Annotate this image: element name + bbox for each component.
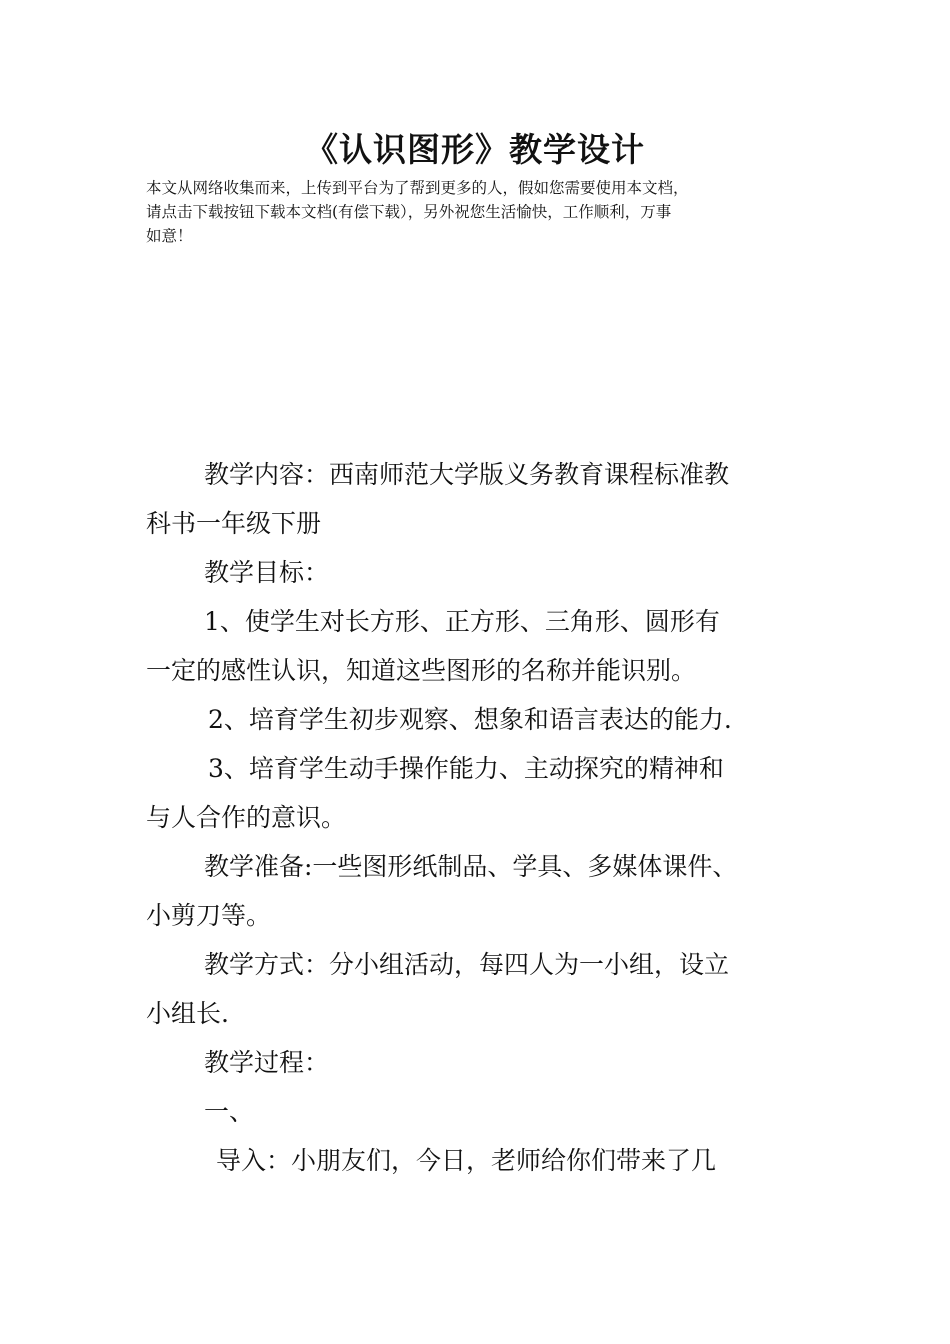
paragraph-line: 教学方式：分小组活动，每四人为一小组，设立	[204, 950, 730, 979]
notice-line: 请点击下载按钮下载本文档(有偿下载），另外祝您生活愉快，工作顺利，万事	[146, 203, 672, 221]
paragraph-line: 3、培育学生动手操作能力、主动探究的精神和	[208, 754, 724, 783]
paragraph-line: 教学过程：	[204, 1048, 330, 1077]
paragraph-line: 与人合作的意识。	[146, 803, 347, 832]
paragraph-line: 1、使学生对长方形、正方形、三角形、圆形有	[204, 607, 720, 636]
paragraph-line: 一定的感性认识，知道这些图形的名称并能识别。	[146, 656, 697, 685]
paragraph-line: 教学准备:一些图形纸制品、学具、多媒体课件、	[204, 852, 738, 881]
paragraph-line: 一、	[204, 1097, 255, 1126]
download-notice	[146, 176, 826, 248]
paragraph-line: 教学目标：	[204, 558, 330, 587]
paragraph-line: 小组长.	[146, 999, 229, 1028]
document-body	[146, 450, 826, 1185]
paragraph-line: 科书一年级下册	[146, 509, 322, 538]
paragraph-line: 小剪刀等。	[146, 901, 272, 930]
paragraph-line: 2、培育学生初步观察、想象和语言表达的能力.	[208, 705, 732, 734]
paragraph-line: 教学内容：西南师范大学版义务教育课程标准教	[204, 460, 730, 489]
notice-line: 如意！	[146, 227, 193, 245]
document-title: 《认识图形》教学设计	[305, 130, 645, 169]
paragraph-line: 导入：小朋友们，今日，老师给你们带来了几	[216, 1146, 717, 1175]
notice-line: 本文从网络收集而来，上传到平台为了帮到更多的人，假如您需要使用本文档，	[146, 179, 689, 197]
